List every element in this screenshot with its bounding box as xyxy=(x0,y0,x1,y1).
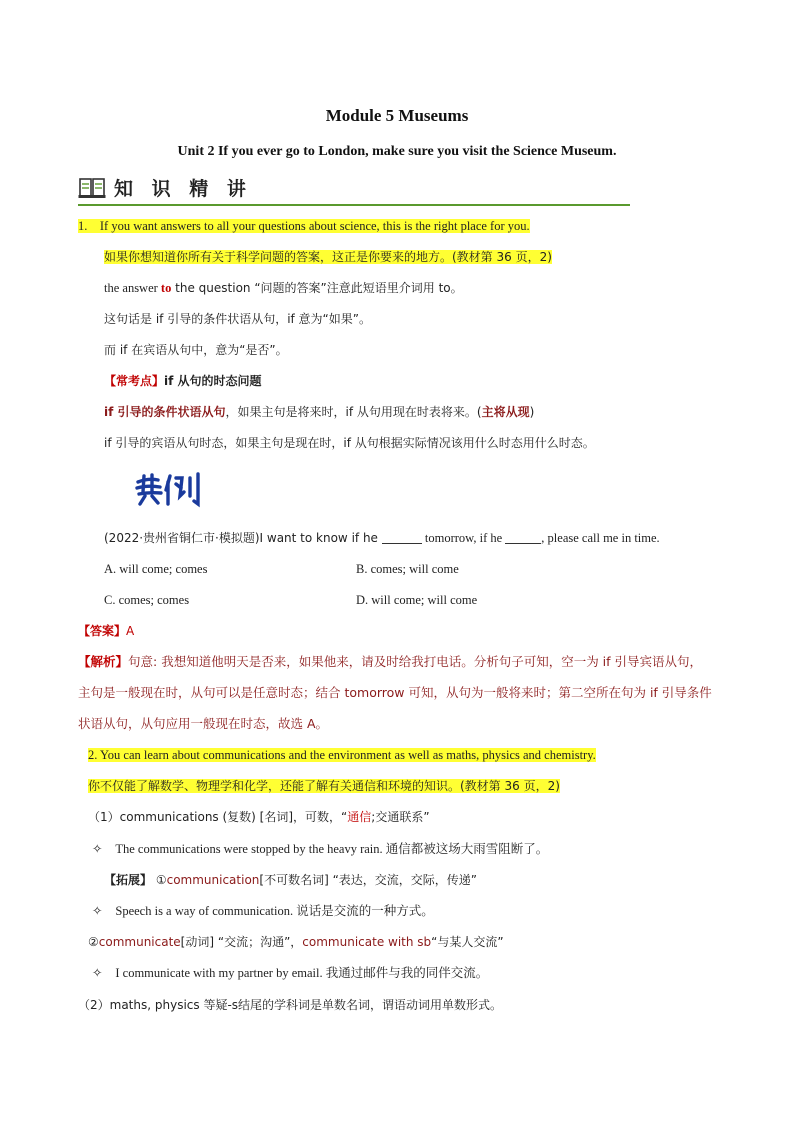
answer-line: 【答案】A xyxy=(78,624,135,638)
example-stamp xyxy=(134,470,206,510)
book-icon xyxy=(78,176,106,200)
item2-point3: （2）maths, physics 等疑-s结尾的学科词是单数名词，谓语动词用单数形式。 xyxy=(78,998,503,1012)
item1-kaodian: 【常考点】if 从句的时态问题 xyxy=(104,374,262,388)
item1-number: 1. xyxy=(78,219,88,233)
section-label: 知 识 精 讲 xyxy=(114,178,252,200)
diamond-icon: ✧ xyxy=(92,842,103,856)
item2-tuozhan: 【拓展】 ①communication[不可数名词] “表达，交流，交际，传递” xyxy=(104,873,478,887)
item1-rule1: if 引导的条件状语从句，如果主句是将来时，if 从句用现在时表将来。(主将从现) xyxy=(104,405,535,419)
example-stamp-icon xyxy=(134,470,206,510)
item1-question: (2022·贵州省铜仁市·模拟题)I want to know if he tomorrow, if he , please call me in time. xyxy=(104,531,660,545)
page-subtitle: Unit 2 If you ever go to London, make sure you visit the Science Museum. xyxy=(177,144,617,159)
item2-sentence-cn: 你不仅能了解数学、物理学和化学，还能了解有关通信和环境的知识。(教材第 36 页，2) xyxy=(88,779,560,793)
item2-point2: ②communicate[动词] “交流；沟通”，communicate with sb“与某人交流” xyxy=(88,935,504,949)
item2-point1: （1）communications (复数) [名词]，可数，“通信;交通联系” xyxy=(88,810,430,824)
item1-note: the answer to the question “问题的答案”注意此短语里介词用 to。 xyxy=(104,281,463,295)
item1-rule2: if 引导的宾语从句时态，如果主句是现在时，if 从句根据实际情况该用什么时态用什么时态。 xyxy=(104,436,595,450)
item1-if-object: 而 if 在宾语从句中，意为“是否”。 xyxy=(104,343,288,357)
analysis-paragraph: 【解析】句意: 我想知道他明天是否来，如果他来，请及时给我打电话。分析句子可知，空一为 if 引导宾语从句，主句是一般现在时，从句可以是任意时态；结合 tomorrow 可知，从句为一般将来时；第二空所在句为 if 引导条件状语从句，从句应用一般现在时态，故选 A。 xyxy=(78,654,712,731)
item1-english: If you want answers to all your questions about science, this is the right place for you. xyxy=(99,219,530,233)
option-a: A. will come; comes xyxy=(104,562,208,576)
diamond-icon: ✧ xyxy=(92,966,103,980)
option-d: D. will come; will come xyxy=(356,593,478,607)
section-heading xyxy=(78,174,252,201)
item2-sentence-en: 2. You can learn about communications and the environment as well as maths, physics and chemistry. xyxy=(88,748,596,762)
option-c: C. comes; comes xyxy=(104,593,190,607)
diamond-icon: ✧ xyxy=(92,904,103,918)
item1-sentence-cn: 如果你想知道你所有关于科学问题的答案，这正是你要来的地方。(教材第 36 页，2) xyxy=(104,250,552,264)
answer-blank-2 xyxy=(505,531,541,544)
item2-example3: ✧ I communicate with my partner by email. 我通过邮件与我的同伴交流。 xyxy=(92,966,489,980)
item2-example2: ✧ Speech is a way of communication. 说话是交流的一种方式。 xyxy=(92,904,434,918)
answer-blank-1 xyxy=(382,531,422,544)
option-b: B. comes; will come xyxy=(356,562,459,576)
item1-if-condition: 这句话是 if 引导的条件状语从句，if 意为“如果”。 xyxy=(104,312,371,326)
page-title: Module 5 Museums xyxy=(325,106,469,125)
item2-example1: ✧ The communications were stopped by the heavy rain. 通信都被这场大雨雪阻断了。 xyxy=(92,842,549,856)
item1-sentence-en xyxy=(78,217,530,235)
section-divider xyxy=(78,204,630,206)
